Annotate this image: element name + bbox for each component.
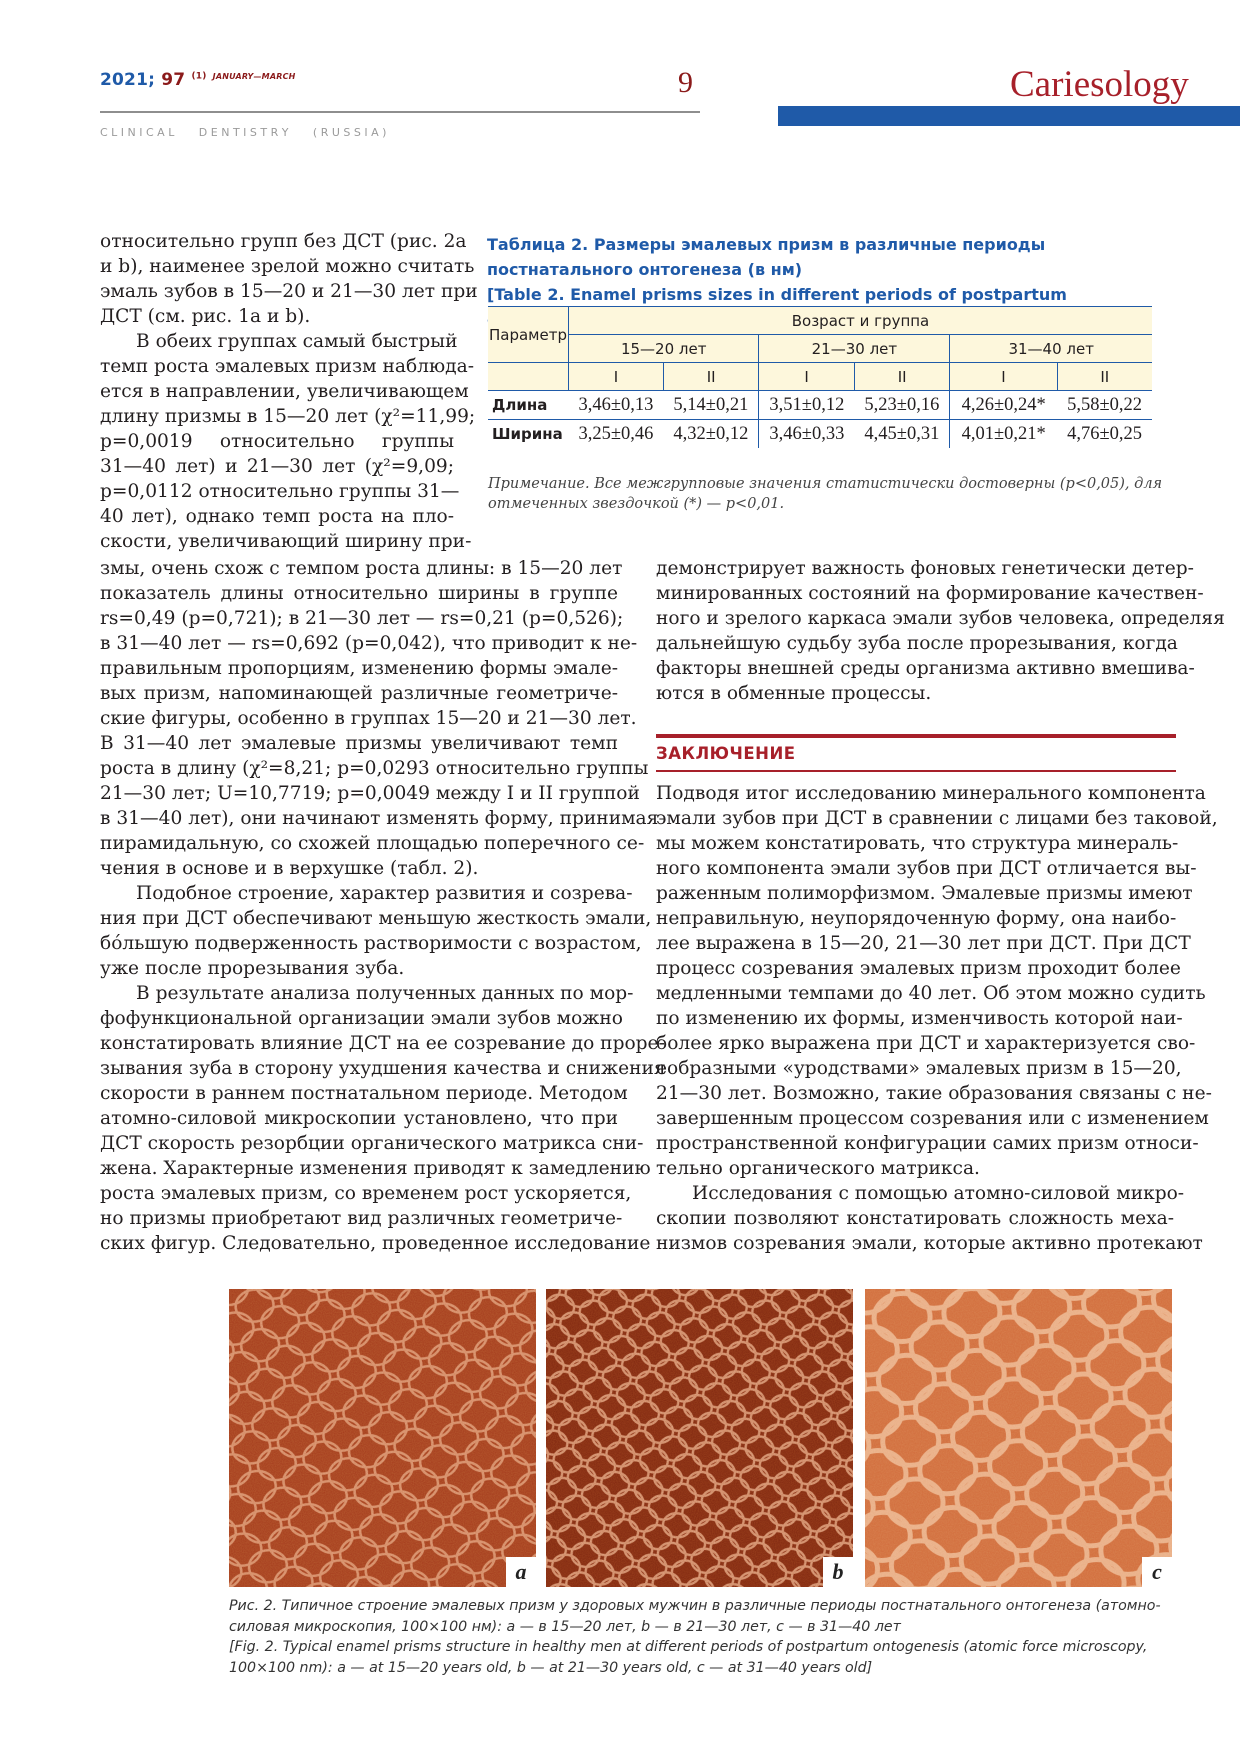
table-cell: 4,01±0,21* [961, 423, 1046, 444]
text-line: бо́льшую подверженность растворимости с возрастом, [100, 933, 642, 954]
text-line: тельно органического матрикса. [656, 1158, 980, 1179]
age-header: 15—20 лет [569, 335, 759, 363]
text-line: вых призм, напоминающей различные геометриче- [100, 683, 618, 704]
group-header: I [950, 363, 1057, 391]
text-line: эмали зубов при ДСТ в сравнении с лицами без таковой, [656, 808, 1218, 829]
text-line: 31—40 лет) и 21—30 лет (χ²=9,09; [100, 456, 454, 477]
text-line: В 31—40 лет эмалевые призмы увеличивают темп [100, 733, 618, 754]
table-cell: 4,76±0,25 [1067, 423, 1142, 444]
text-line: процесс созревания эмалевых призм проходит более [656, 958, 1181, 979]
table-cell: 3,51±0,12 [759, 391, 855, 420]
text-line: p=0,0112 относительно группы 31— [100, 481, 460, 502]
text-line: демонстрирует важность фоновых генетически детер- [656, 558, 1194, 579]
text-line: лее выражена в 15—20, 21—30 лет при ДСТ. При ДСТ [656, 933, 1191, 954]
table-cell: 5,14±0,21 [663, 391, 759, 420]
text-line: p=0,0019 относительно группы [100, 431, 454, 452]
issue-number: (1) [191, 71, 207, 82]
text-line: темп роста эмалевых призм наблюда- [100, 356, 474, 377]
text-line: скости, увеличивающий ширину при- [100, 531, 472, 552]
header-color-bar [778, 106, 1240, 126]
age-group-header: Возраст и группа [569, 307, 1153, 335]
text-line: завершенным процессом созревания или с изменением [656, 1108, 1209, 1129]
text-line: в 31—40 лет — rs=0,692 (p=0,042), что приводит к не- [100, 633, 638, 654]
page-number: 9 [678, 66, 693, 99]
figure-panel-a [229, 1289, 536, 1587]
row-label: Длина [488, 391, 569, 420]
text-line: и b), наименее зрелой можно считать [100, 256, 475, 277]
text-line: медленными темпами до 40 лет. Об этом можно судить [656, 983, 1206, 1004]
right-column-bottom [656, 781, 1218, 1256]
text-line: еобразными «уродствами» эмалевых призм в 15—20, [656, 1058, 1182, 1079]
table-cell: 5,58±0,22 [1057, 391, 1152, 420]
table-cell: 3,46±0,33 [769, 423, 845, 444]
text-line: чения в основе и в верхушке (табл. 2). [100, 858, 479, 879]
text-line: мы можем констатировать, что структура минераль- [656, 833, 1179, 854]
text-line: Подобное строение, характер развития и созрева- [136, 883, 633, 904]
text-line: в 31—40 лет), они начинают изменять форму, принимая [100, 808, 659, 829]
text-line: дальнейшую судьбу зуба после прорезывания, когда [656, 633, 1178, 654]
text-line: ДСТ скорость резорбции органического матрикса сни- [100, 1133, 644, 1154]
group-header: I [759, 363, 855, 391]
data-table [488, 306, 1152, 448]
figure-panel-b [546, 1289, 853, 1587]
text-line: В результате анализа полученных данных по мор- [136, 983, 634, 1004]
text-line: жена. Характерные изменения приводят к замедлению [100, 1158, 651, 1179]
text-line: rs=0,49 (p=0,721); в 21—30 лет — rs=0,21 (p=0,526); [100, 608, 624, 629]
text-line: фофункциональной организации эмали зубов можно [100, 1008, 623, 1029]
table-title-en: [Table 2. Enamel prisms sizes in different periods of postpartum [487, 285, 1067, 304]
text-line: раженным полиморфизмом. Эмалевые призмы имеют [656, 883, 1193, 904]
text-line: В обеих группах самый быстрый [136, 331, 458, 352]
figure-label-c: c [1142, 1557, 1172, 1587]
text-line: длину призмы в 15—20 лет (χ²=11,99; [100, 406, 476, 427]
issue-volume: 97 [161, 70, 186, 90]
left-column-bottom [100, 556, 666, 1256]
figure-caption [229, 1596, 1179, 1678]
section-rule-top [656, 734, 1176, 738]
table-cell: 4,45±0,31 [854, 420, 950, 449]
text-line: констатировать влияние ДСТ на ее созревание до проре- [100, 1033, 665, 1054]
empty-cell [488, 363, 569, 391]
text-line: змы, очень схож с темпом роста длины: в 15—20 лет [100, 558, 623, 579]
text-line: ДСТ (см. рис. 1a и b). [100, 306, 311, 327]
text-line: ется в направлении, увеличивающем [100, 381, 469, 402]
text-line: правильным пропорциям, изменению формы эмале- [100, 658, 618, 679]
text-line: по изменению их формы, изменчивость которой наи- [656, 1008, 1183, 1029]
table-cell: 5,23±0,16 [854, 391, 950, 420]
text-line: низмов созревания эмали, которые активно протекают [656, 1233, 1203, 1254]
text-line: роста в длину (χ²=8,21; p=0,0293 относительно группы [100, 758, 649, 779]
text-line: ного компонента эмали зубов при ДСТ отличается вы- [656, 858, 1197, 879]
text-line: пространственной конфигурации самих призм относи- [656, 1133, 1199, 1154]
text-line: Подводя итог исследованию минерального компонента [656, 783, 1206, 804]
right-column-top [656, 556, 1225, 706]
left-column-top [100, 229, 478, 554]
text-line: эмаль зубов в 15—20 и 21—30 лет при [100, 281, 478, 302]
afm-image-b [546, 1289, 853, 1587]
text-line: 40 лет), однако темп роста на пло- [100, 506, 454, 527]
group-header: II [663, 363, 759, 391]
section-title: ЗАКЛЮЧЕНИЕ [656, 744, 796, 763]
table-cell: 3,46±0,13 [569, 391, 664, 420]
text-line: 21—30 лет; U=10,7719; p=0,0049 между I и II группой [100, 783, 640, 804]
text-line: Исследования с помощью атомно-силовой микро- [692, 1183, 1185, 1204]
text-line: но призмы приобретают вид различных геометриче- [100, 1208, 623, 1229]
figure-caption-en: [Fig. 2. Typical enamel prisms structure in healthy men at different periods of postpartum ontogenesis (atomic force microscopy, 100×100 nm): a — at 15—20 years old, b — at 21—30 years old, c — at 31—40 years old] [229, 1639, 1148, 1676]
section-name: Cariesology [1010, 64, 1189, 105]
figure-label-b: b [823, 1557, 853, 1587]
figure-label-a: a [506, 1557, 536, 1587]
text-line: более ярко выражена при ДСТ и характеризуется сво- [656, 1033, 1196, 1054]
issue-year: 2021; [100, 70, 156, 90]
text-line: минированных состояний на формирование качествен- [656, 583, 1204, 604]
table-cell: 3,25±0,46 [578, 423, 654, 444]
text-line: роста эмалевых призм, со временем рост ускоряется, [100, 1183, 632, 1204]
row-label: Ширина [492, 425, 563, 443]
text-line: относительно групп без ДСТ (рис. 2a [100, 231, 467, 252]
group-header: II [854, 363, 950, 391]
table-title-ru: Таблица 2. Размеры эмалевых призм в различные периоды постнатального онтогенеза (в нм) [487, 235, 1046, 279]
journal-issue [100, 70, 296, 90]
figure-panel-c [865, 1289, 1172, 1587]
table-cell: 4,32±0,12 [663, 420, 759, 449]
journal-name: C L I N I C A L D E N T I S T R Y ( R U S S I A ) [100, 126, 387, 139]
group-header: I [569, 363, 664, 391]
age-header: 21—30 лет [759, 335, 950, 363]
text-line: ские фигуры, особенно в группах 15—20 и 21—30 лет. [100, 708, 637, 729]
section-rule-bottom [656, 770, 1176, 772]
table-cell: 4,26±0,24* [950, 391, 1057, 420]
text-line: скопии позволяют констатировать сложность меха- [656, 1208, 1174, 1229]
issue-months: JANUARY—MARCH [212, 72, 296, 81]
text-line: зывания зуба в сторону ухудшения качества и снижения [100, 1058, 666, 1079]
text-line: факторы внешней среды организма активно вмешива- [656, 658, 1195, 679]
afm-image-a [229, 1289, 536, 1587]
text-line: ских фигур. Следовательно, проведенное исследование [100, 1233, 651, 1254]
table-row [488, 391, 1152, 420]
figure-caption-ru: Рис. 2. Типичное строение эмалевых призм у здоровых мужчин в различные периоды постнатального онтогенеза (атомно-силовая микроскопия, 100×100 нм): a — в 15—20 лет, b — в 21—30 лет, c — в 31—40 лет [229, 1598, 1161, 1635]
text-line: ного и зрелого каркаса эмали зубов человека, определяя [656, 608, 1225, 629]
text-line: показатель длины относительно ширины в группе [100, 583, 618, 604]
afm-image-c [865, 1289, 1172, 1587]
text-line: ния при ДСТ обеспечивают меньшую жесткость эмали, [100, 908, 652, 929]
text-line: 21—30 лет. Возможно, такие образования связаны с не- [656, 1083, 1212, 1104]
group-header: II [1057, 363, 1152, 391]
text-line: неправильную, неупорядоченную форму, она наибо- [656, 908, 1177, 929]
table-note: Примечание. Все межгрупповые значения статистически достоверны (p<0,05), для отмеченных звездочкой (*) — p<0,01. [488, 476, 1163, 512]
text-line: уже после прорезывания зуба. [100, 958, 405, 979]
text-line: скорости в раннем постнатальном периоде. Методом [100, 1083, 628, 1104]
text-line: атомно-силовой микроскопии установлено, что при [100, 1108, 618, 1129]
age-header: 31—40 лет [950, 335, 1152, 363]
table-row [488, 420, 1152, 449]
header-rule [100, 111, 700, 113]
text-line: ются в обменные процессы. [656, 683, 932, 704]
param-header: Параметр [488, 307, 569, 363]
text-line: пирамидальную, со схожей площадью поперечного се- [100, 833, 645, 854]
